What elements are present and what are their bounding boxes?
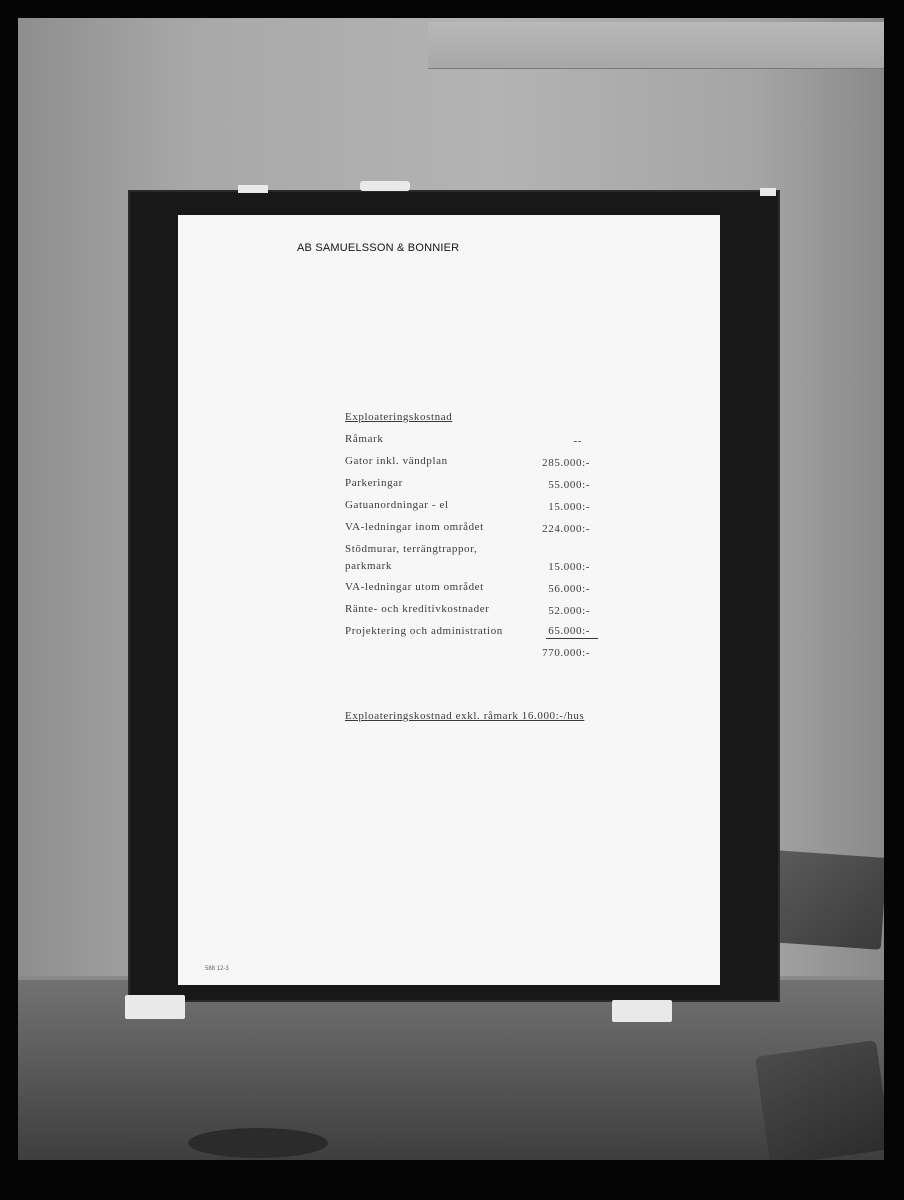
tape-scrap <box>612 1000 672 1022</box>
cost-row <box>345 625 590 639</box>
cost-row <box>345 499 590 513</box>
tape-scrap <box>125 995 185 1019</box>
cost-summary: Exploateringskostnad exkl. råmark 16.000:-/hus <box>345 710 585 722</box>
cost-label: Parkeringar <box>345 477 403 489</box>
cost-amount: 56.000:- <box>548 583 590 595</box>
cost-row <box>345 433 590 447</box>
cost-amount: 65.000:- <box>546 625 598 639</box>
cost-row <box>345 477 590 491</box>
cost-amount: -- <box>573 435 582 447</box>
cost-row <box>345 521 590 535</box>
tape-scrap <box>760 188 776 196</box>
cost-label: Ränte- och kreditivkostnader <box>345 603 490 615</box>
cost-heading: Exploateringskostnad <box>345 411 453 423</box>
cost-row <box>345 603 590 617</box>
cost-amount: 285.000:- <box>542 457 590 469</box>
tape-scrap <box>238 185 268 193</box>
floor-shadow <box>188 1128 328 1158</box>
cost-label: Projektering och administration <box>345 625 503 637</box>
tape-scrap <box>360 181 410 191</box>
cost-label: Stödmurar, terrängtrappor, parkmark <box>345 543 478 572</box>
background-stool <box>769 850 884 950</box>
cost-label: Gatuanordningar - el <box>345 499 449 511</box>
cost-amount: 15.000:- <box>548 501 590 513</box>
background-strip <box>428 22 884 69</box>
letterhead: AB SAMUELSSON & BONNIER <box>297 242 460 254</box>
cost-row <box>345 455 590 469</box>
cost-amount: 55.000:- <box>548 479 590 491</box>
cost-label: VA-ledningar utom området <box>345 581 484 593</box>
cost-row <box>345 543 590 573</box>
cost-total: 770.000:- <box>542 647 590 659</box>
cost-row <box>345 581 590 595</box>
background-stool-leg <box>755 1040 884 1160</box>
cost-label: Råmark <box>345 433 384 445</box>
cost-label: Gator inkl. vändplan <box>345 455 448 467</box>
cost-label: VA-ledningar inom området <box>345 521 484 533</box>
form-code: 588 12-3 <box>205 966 229 972</box>
cost-amount: 15.000:- <box>548 561 590 573</box>
document-sheet <box>178 215 720 985</box>
cost-amount: 52.000:- <box>548 605 590 617</box>
cost-amount: 224.000:- <box>542 523 590 535</box>
